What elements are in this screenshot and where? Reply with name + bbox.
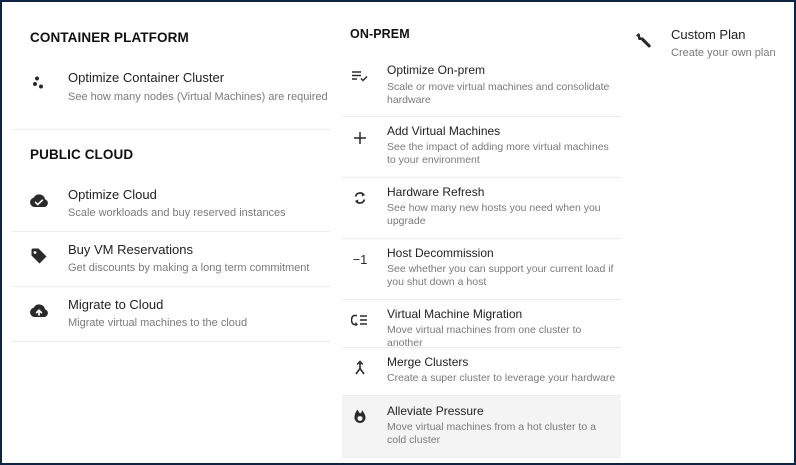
- plan-item-virtual-machine-migration[interactable]: [342, 300, 621, 348]
- plan-item-description: See the impact of adding more virtual machines to your environment: [387, 141, 609, 166]
- plan-item-description: See how many new hosts you need when you upgrade: [387, 202, 601, 227]
- list-check-icon: [349, 65, 371, 87]
- flame-icon: [349, 405, 371, 427]
- plan-item-title: Optimize On-prem: [387, 63, 486, 77]
- cloud-upload-icon: [28, 300, 50, 322]
- plan-item-description: Create your own plan: [671, 47, 776, 59]
- plan-item-description: Scale or move virtual machines and consolidate hardware: [387, 81, 610, 106]
- plan-item-description: See whether you can support your current load if you shut down a host: [387, 263, 614, 288]
- plan-item-buy-vm-reservations[interactable]: [12, 232, 330, 287]
- minus-one-icon: −1: [352, 251, 368, 267]
- dots-cluster-icon: [28, 72, 50, 94]
- plan-item-description: Create a super cluster to leverage your hardware: [387, 372, 616, 384]
- plan-item-title: Add Virtual Machines: [387, 124, 501, 138]
- plan-item-host-decommission[interactable]: [342, 239, 621, 300]
- plan-item-title: Optimize Cloud: [68, 187, 157, 202]
- cloud-check-icon: [28, 190, 50, 212]
- plan-item-title: Migrate to Cloud: [68, 297, 164, 312]
- plan-item-description: Scale workloads and buy reserved instances: [68, 207, 286, 219]
- plan-item-description: See how many nodes (Virtual Machines) are required: [68, 91, 328, 103]
- plan-item-title: Custom Plan: [671, 27, 746, 42]
- plan-item-title: Hardware Refresh: [387, 185, 485, 199]
- plan-item-title: Buy VM Reservations: [68, 242, 193, 257]
- plan-item-title: Host Decommission: [387, 246, 494, 260]
- migrate-list-icon: [349, 309, 371, 331]
- section-heading-on-prem: ON-PREM: [350, 27, 410, 41]
- plan-item-merge-clusters[interactable]: [342, 348, 621, 396]
- plan-item-alleviate-pressure[interactable]: [342, 396, 621, 458]
- wrench-icon: [632, 29, 654, 51]
- plan-item-description: Migrate virtual machines to the cloud: [68, 317, 248, 329]
- plan-item-title: Merge Clusters: [387, 355, 469, 369]
- merge-icon: [349, 357, 371, 379]
- tag-icon: [28, 245, 50, 267]
- plan-item-description: Move virtual machines from a hot cluster to a cold cluster: [387, 421, 596, 446]
- plan-item-add-virtual-machines[interactable]: [342, 117, 621, 178]
- plan-item-title: Virtual Machine Migration: [387, 307, 523, 321]
- plan-item-title: Alleviate Pressure: [387, 404, 484, 418]
- refresh-icon: [349, 187, 371, 209]
- plus-icon: [349, 127, 371, 149]
- plan-item-hardware-refresh[interactable]: [342, 178, 621, 239]
- plan-item-description: Move virtual machines from one cluster to another: [387, 324, 582, 349]
- plan-item-title: Optimize Container Cluster: [68, 70, 225, 85]
- plan-item-custom-plan[interactable]: [628, 20, 796, 70]
- section-heading-public-cloud: PUBLIC CLOUD: [30, 147, 134, 162]
- plan-item-optimize-on-prem[interactable]: [342, 55, 621, 117]
- plan-item-optimize-container-cluster[interactable]: [12, 60, 330, 130]
- plan-item-description: Get discounts by making a long term commitment: [68, 262, 310, 274]
- plan-item-optimize-cloud[interactable]: [12, 177, 330, 232]
- plan-item-migrate-to-cloud[interactable]: [12, 287, 330, 342]
- section-heading-container-platform: CONTAINER PLATFORM: [30, 30, 189, 45]
